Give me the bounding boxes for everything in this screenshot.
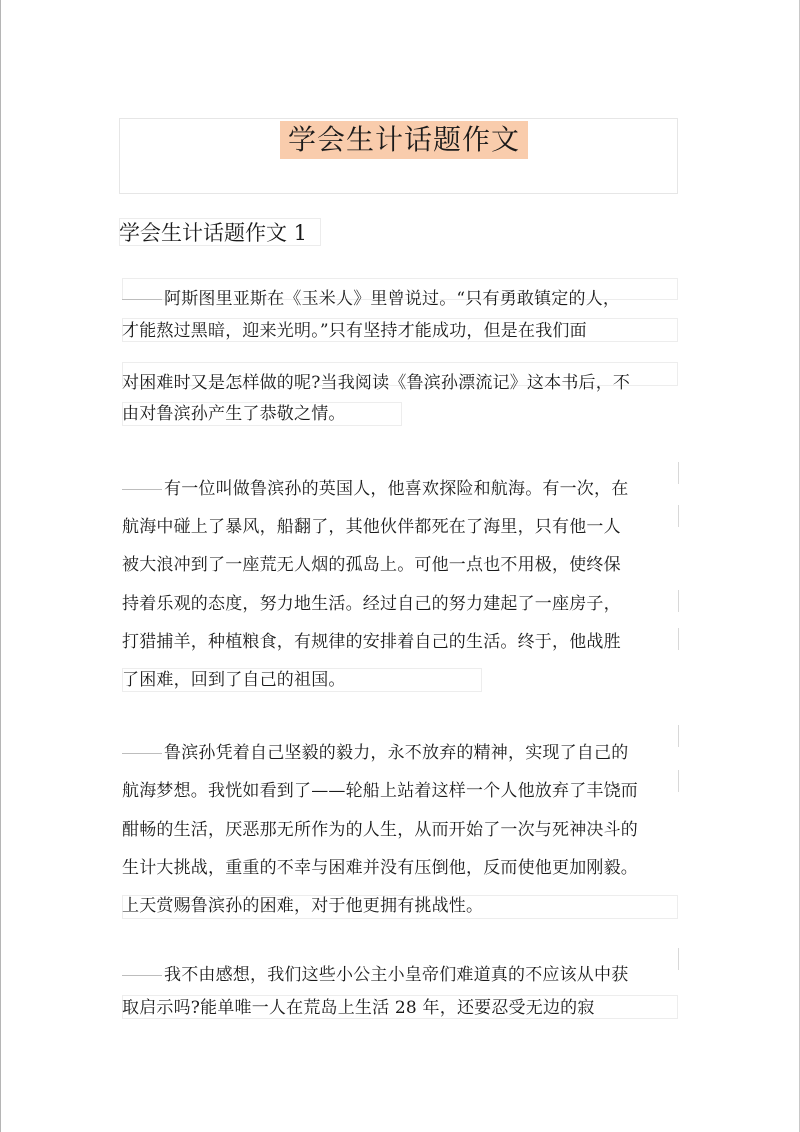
document-title: 学会生计话题作文 bbox=[280, 121, 528, 159]
paragraph-line: 酣畅的生活，厌恶那无所作为的人生，从而开始了一次与死神决斗的 bbox=[122, 820, 638, 840]
margin-tick bbox=[678, 948, 679, 970]
paragraph-line: 航海梦想。我恍如看到了——轮船上站着这样一个人他放弃了丰饶而 bbox=[122, 781, 638, 801]
margin-tick bbox=[678, 770, 679, 792]
paragraph-line: 有一位叫做鲁滨孙的英国人，他喜欢探险和航海。有一次，在 bbox=[122, 478, 628, 500]
paragraph-line: 被大浪冲到了一座荒无人烟的孤岛上。可他一点也不用极，使终保 bbox=[122, 555, 621, 575]
paragraph-line: 鲁滨孙凭着自己坚毅的毅力，永不放弃的精神，实现了自己的 bbox=[122, 742, 628, 764]
paragraph-line: 上天赏赐鲁滨孙的困难，对于他更拥有挑战性。 bbox=[122, 896, 484, 916]
margin-tick bbox=[678, 725, 679, 747]
document-subtitle: 学会生计话题作文 1 bbox=[119, 221, 308, 245]
paragraph-line: 航海中碰上了暴风，船翻了，其他伙伴都死在了海里，只有他一人 bbox=[122, 517, 621, 537]
paragraph-line: 阿斯图里亚斯在《玉米人》里曾说过。“只有勇敢镇定的人， bbox=[122, 288, 620, 310]
margin-tick bbox=[678, 628, 679, 650]
margin-tick bbox=[678, 590, 679, 612]
paragraph-line: 由对鲁滨孙产生了恭敬之情。 bbox=[122, 404, 346, 424]
margin-tick bbox=[678, 505, 679, 527]
paragraph-line: 打猎捕羊，种植粮食，有规律的安排着自己的生活。终于，他战胜 bbox=[122, 632, 621, 652]
page-border-left bbox=[0, 0, 1, 1132]
paragraph-line: 生计大挑战，重重的不幸与困难并没有压倒他，反而使他更加刚毅。 bbox=[122, 858, 638, 878]
paragraph-line: 持着乐观的态度，努力地生活。经过自己的努力建起了一座房子， bbox=[122, 594, 621, 614]
paragraph-line: 取启示吗?能单唯一人在荒岛上生活 28 年，还要忍受无边的寂 bbox=[122, 998, 595, 1018]
paragraph-line: 对困难时又是怎样做的呢?当我阅读《鲁滨孙漂流记》这本书后，不 bbox=[122, 373, 631, 393]
margin-tick bbox=[678, 462, 679, 484]
paragraph-line: 了困难，回到了自己的祖国。 bbox=[122, 670, 346, 690]
paragraph-line: 才能熬过黑暗，迎来光明。”只有坚持才能成功，但是在我们面 bbox=[122, 321, 587, 341]
paragraph-line: 我不由感想，我们这些小公主小皇帝们难道真的不应该从中获 bbox=[122, 964, 628, 986]
